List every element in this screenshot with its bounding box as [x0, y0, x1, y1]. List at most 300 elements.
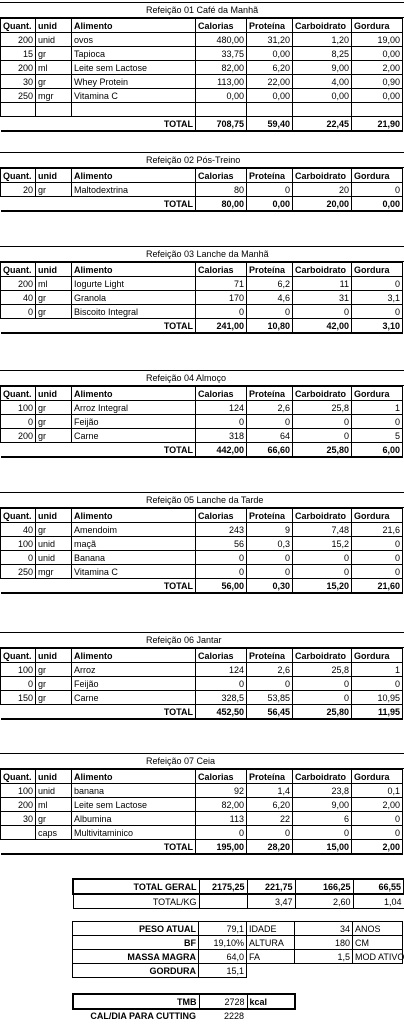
table-cell: 113 [196, 812, 247, 826]
table-row [1, 565, 403, 579]
table-cell: gr [36, 691, 72, 705]
table-cell: 250 [1, 89, 36, 103]
altura-unit: CM [353, 936, 403, 950]
column-header: Quant. [1, 387, 36, 401]
table-cell: 30 [1, 812, 36, 826]
column-header: Carboidrato [293, 770, 352, 784]
table-cell: 1,20 [293, 33, 352, 47]
table-cell: Leite sem Lactose [72, 798, 196, 812]
table-cell: 3,1 [352, 291, 403, 305]
table-cell: 150 [1, 691, 36, 705]
total-label: TOTAL [72, 117, 196, 132]
total-row [1, 117, 403, 132]
total-row [1, 197, 403, 212]
table-cell: 200 [1, 798, 36, 812]
total-value: 25,80 [293, 443, 352, 458]
column-header: Proteína [247, 387, 293, 401]
table-cell: 6,2 [247, 277, 293, 291]
column-header: Calorias [196, 770, 247, 784]
meal-section [0, 370, 404, 458]
total-value: 2,00 [352, 840, 403, 855]
tmb-table [72, 993, 296, 1010]
total-row [1, 579, 403, 594]
table-cell: Iogurte Light [72, 277, 196, 291]
table-header-row [1, 263, 403, 277]
table-cell: Maltodextrina [72, 183, 196, 197]
table-cell: 4,6 [247, 291, 293, 305]
table-row [1, 677, 403, 691]
table-header-row [1, 19, 403, 33]
column-header: unid [36, 509, 72, 523]
total-geral-table [72, 878, 404, 909]
table-cell: Multivitaminico [72, 826, 196, 840]
table-cell: gr [36, 291, 72, 305]
table-cell: 0 [352, 415, 403, 429]
table-cell: 2,00 [352, 798, 403, 812]
table-cell: 1 [352, 401, 403, 415]
total-value: 195,00 [196, 840, 247, 855]
table-cell: 0,00 [247, 89, 293, 103]
table-cell: 92 [196, 784, 247, 798]
table-cell: Carne [72, 429, 196, 443]
column-header: Calorias [196, 509, 247, 523]
table-cell: Granola [72, 291, 196, 305]
table-cell: 8,25 [293, 47, 352, 61]
table-row [1, 183, 403, 197]
table-cell: 100 [1, 401, 36, 415]
total-value: 80,00 [196, 197, 247, 212]
column-header: unid [36, 263, 72, 277]
table-row [1, 401, 403, 415]
table-cell: 200 [1, 429, 36, 443]
table-cell: 9 [247, 523, 293, 537]
total-label: TOTAL [72, 443, 196, 458]
fa-value: 1,5 [295, 950, 353, 964]
table-cell: gr [36, 305, 72, 319]
meal-section [0, 246, 404, 334]
table-cell: 124 [196, 663, 247, 677]
table-cell: 64 [247, 429, 293, 443]
table-cell: 0 [247, 305, 293, 319]
idade-value: 34 [295, 922, 353, 936]
table-cell: 0 [247, 677, 293, 691]
table-cell: unid [36, 537, 72, 551]
cutting-table [72, 1009, 246, 1022]
table-row [1, 784, 403, 798]
table-row [1, 826, 403, 840]
table-cell: 0,3 [247, 537, 293, 551]
table-cell: 0 [352, 537, 403, 551]
table-cell: 0 [352, 677, 403, 691]
total-value: 11,95 [352, 705, 403, 720]
meal-table [0, 386, 403, 458]
total-row [1, 319, 403, 334]
column-header: Alimento [72, 649, 196, 663]
meal-section [0, 492, 404, 594]
table-cell: 22 [247, 812, 293, 826]
empty-cell [36, 117, 72, 132]
column-header: Calorias [196, 169, 247, 183]
table-cell: 0 [293, 305, 352, 319]
meal-title: Refeição 07 Ceia [0, 753, 404, 769]
empty-cell [1, 579, 36, 594]
total-value: 22,45 [293, 117, 352, 132]
table-cell: 200 [1, 61, 36, 75]
table-cell: gr [36, 415, 72, 429]
column-header: Calorias [196, 263, 247, 277]
column-header: unid [36, 649, 72, 663]
empty-cell [36, 443, 72, 458]
total-value: 56,45 [247, 705, 293, 720]
table-cell: Vitamina C [72, 565, 196, 579]
empty-cell [36, 705, 72, 720]
total-label: TOTAL [72, 197, 196, 212]
column-header: Gordura [352, 770, 403, 784]
table-cell: 40 [1, 291, 36, 305]
table-cell [247, 103, 293, 117]
table-cell: 22,00 [247, 75, 293, 89]
column-header: Alimento [72, 263, 196, 277]
table-cell: 15 [1, 47, 36, 61]
column-header: Carboidrato [293, 263, 352, 277]
table-header-row [1, 649, 403, 663]
table-row [1, 523, 403, 537]
column-header: Proteína [247, 169, 293, 183]
total-value: 15,00 [293, 840, 352, 855]
total-value: 25,80 [293, 705, 352, 720]
table-row [1, 415, 403, 429]
meal-table [0, 508, 403, 594]
table-cell: maçã [72, 537, 196, 551]
table-cell: 0 [293, 826, 352, 840]
altura-value: 180 [295, 936, 353, 950]
table-cell: 0,00 [247, 47, 293, 61]
column-header: Quant. [1, 509, 36, 523]
table-cell: 0 [196, 826, 247, 840]
table-cell: 328,5 [196, 691, 247, 705]
total-geral-carboidrato: 166,25 [295, 879, 353, 894]
table-cell: 0 [293, 691, 352, 705]
table-cell [1, 826, 36, 840]
tmb-value: 2728 [199, 994, 247, 1009]
empty-cell [36, 319, 72, 334]
table-cell: 0 [247, 551, 293, 565]
table-row [1, 537, 403, 551]
total-value: 0,00 [247, 197, 293, 212]
column-header: Gordura [352, 169, 403, 183]
table-cell: Amendoim [72, 523, 196, 537]
table-cell: Whey Protein [72, 75, 196, 89]
table-cell: 0,00 [293, 89, 352, 103]
total-kg-label: TOTAL/KG [73, 894, 199, 909]
table-header-row [1, 169, 403, 183]
table-row [1, 277, 403, 291]
column-header: Quant. [1, 169, 36, 183]
total-geral-label: TOTAL GERAL [73, 879, 199, 894]
idade-unit: ANOS [353, 922, 403, 936]
total-value: 10,80 [247, 319, 293, 334]
table-cell: 2,6 [247, 663, 293, 677]
table-cell: 20 [293, 183, 352, 197]
gordura-value: 15,1 [199, 964, 247, 978]
bf-label: BF [73, 936, 199, 950]
table-cell: Carne [72, 691, 196, 705]
table-cell: 1,4 [247, 784, 293, 798]
total-value: 21,90 [352, 117, 403, 132]
column-header: Calorias [196, 387, 247, 401]
table-cell: Albumina [72, 812, 196, 826]
meal-section [0, 632, 404, 720]
gordura-label: GORDURA [73, 964, 199, 978]
table-cell: 0 [1, 415, 36, 429]
column-header: Proteína [247, 770, 293, 784]
table-cell: 0,90 [352, 75, 403, 89]
table-cell: 4,00 [293, 75, 352, 89]
table-header-row [1, 770, 403, 784]
table-cell: gr [36, 47, 72, 61]
meal-table [0, 648, 403, 720]
table-cell [352, 103, 403, 117]
table-cell: 0 [352, 812, 403, 826]
table-cell: 170 [196, 291, 247, 305]
table-cell: 100 [1, 784, 36, 798]
total-value: 20,00 [293, 197, 352, 212]
meal-title: Refeição 02 Pós-Treino [0, 152, 404, 168]
table-cell: 124 [196, 401, 247, 415]
table-cell: 31 [293, 291, 352, 305]
table-cell: ml [36, 798, 72, 812]
table-cell: 7,48 [293, 523, 352, 537]
table-cell: 0 [196, 565, 247, 579]
table-cell: 480,00 [196, 33, 247, 47]
empty-cell [1, 443, 36, 458]
table-cell: 2,6 [247, 401, 293, 415]
table-cell: 243 [196, 523, 247, 537]
idade-label: IDADE [247, 922, 295, 936]
column-header: Carboidrato [293, 509, 352, 523]
table-cell: mgr [36, 565, 72, 579]
column-header: Alimento [72, 770, 196, 784]
column-header: Calorias [196, 649, 247, 663]
table-cell: 9,00 [293, 61, 352, 75]
column-header: Carboidrato [293, 19, 352, 33]
table-cell: 0 [352, 305, 403, 319]
table-cell: 100 [1, 663, 36, 677]
bf-value: 19,10% [199, 936, 247, 950]
total-kg-proteina: 3,47 [247, 894, 295, 909]
table-cell: Tapioca [72, 47, 196, 61]
total-label: TOTAL [72, 705, 196, 720]
table-cell: 0 [352, 551, 403, 565]
total-label: TOTAL [72, 319, 196, 334]
empty-cell [1, 117, 36, 132]
table-cell: 0 [352, 565, 403, 579]
peso-label: PESO ATUAL [73, 922, 199, 936]
table-cell: 15,2 [293, 537, 352, 551]
empty-cell [36, 579, 72, 594]
meal-title: Refeição 05 Lanche da Tarde [0, 492, 404, 508]
table-row [1, 291, 403, 305]
column-header: Carboidrato [293, 649, 352, 663]
table-cell: 6,20 [247, 61, 293, 75]
table-cell: 200 [1, 33, 36, 47]
table-cell: 82,00 [196, 798, 247, 812]
column-header: unid [36, 387, 72, 401]
table-row [1, 691, 403, 705]
table-cell: 100 [1, 537, 36, 551]
table-cell: 0 [352, 183, 403, 197]
table-row [1, 103, 403, 117]
meal-table [0, 262, 403, 334]
table-cell: gr [36, 663, 72, 677]
massa-magra-value: 64,0 [199, 950, 247, 964]
meal-title: Refeição 06 Jantar [0, 632, 404, 648]
fa-unit: MOD ATIVO [353, 950, 403, 964]
table-cell: 318 [196, 429, 247, 443]
empty-cell [1, 319, 36, 334]
table-cell [36, 103, 72, 117]
empty-cell [36, 197, 72, 212]
empty-cell [1, 705, 36, 720]
table-row [1, 89, 403, 103]
meal-section [0, 152, 404, 212]
table-cell: Arroz Integral [72, 401, 196, 415]
column-header: Quant. [1, 263, 36, 277]
total-row [1, 840, 403, 855]
table-cell: 200 [1, 277, 36, 291]
table-cell: gr [36, 183, 72, 197]
table-cell: 53,85 [247, 691, 293, 705]
meal-table [0, 18, 403, 132]
tmb-label: TMB [73, 994, 199, 1009]
column-header: Quant. [1, 649, 36, 663]
massa-magra-label: MASSA MAGRA [73, 950, 199, 964]
column-header: Proteína [247, 509, 293, 523]
table-cell: Feijão [72, 415, 196, 429]
table-cell: 113,00 [196, 75, 247, 89]
total-value: 0,30 [247, 579, 293, 594]
table-cell: 31,20 [247, 33, 293, 47]
table-cell [72, 103, 196, 117]
altura-label: ALTURA [247, 936, 295, 950]
column-header: Quant. [1, 770, 36, 784]
column-header: Gordura [352, 387, 403, 401]
table-row [1, 663, 403, 677]
table-cell: 0 [247, 415, 293, 429]
column-header: unid [36, 169, 72, 183]
table-header-row [1, 387, 403, 401]
table-cell: 0 [352, 826, 403, 840]
table-cell: gr [36, 677, 72, 691]
meal-title: Refeição 04 Almoço [0, 370, 404, 386]
total-kg-carboidrato: 2,60 [295, 894, 353, 909]
total-value: 442,00 [196, 443, 247, 458]
table-cell: 19,00 [352, 33, 403, 47]
table-row [1, 798, 403, 812]
total-row [1, 705, 403, 720]
table-cell: 0 [196, 305, 247, 319]
table-cell: 0 [196, 677, 247, 691]
table-cell: 0 [293, 677, 352, 691]
table-cell: 0 [1, 305, 36, 319]
table-cell: 0 [247, 183, 293, 197]
table-cell: 71 [196, 277, 247, 291]
column-header: Gordura [352, 509, 403, 523]
cutting-value: 2228 [223, 1010, 244, 1021]
table-cell: Biscoito Integral [72, 305, 196, 319]
table-cell: 1 [352, 663, 403, 677]
table-cell: ml [36, 277, 72, 291]
column-header: Carboidrato [293, 169, 352, 183]
total-label: TOTAL [72, 840, 196, 855]
table-cell: 33,75 [196, 47, 247, 61]
body-stats-table [72, 921, 403, 978]
table-cell: 40 [1, 523, 36, 537]
total-value: 241,00 [196, 319, 247, 334]
table-cell: ovos [72, 33, 196, 47]
table-cell: 6 [293, 812, 352, 826]
table-cell: 0,00 [352, 47, 403, 61]
table-cell: 250 [1, 565, 36, 579]
meal-section [0, 2, 404, 132]
table-cell: 0 [293, 551, 352, 565]
total-value: 59,40 [247, 117, 293, 132]
total-value: 28,20 [247, 840, 293, 855]
table-cell: 0 [196, 415, 247, 429]
table-cell: 0 [293, 429, 352, 443]
total-value: 3,10 [352, 319, 403, 334]
table-cell: ml [36, 61, 72, 75]
table-row [1, 33, 403, 47]
total-value: 6,00 [352, 443, 403, 458]
table-cell: unid [36, 784, 72, 798]
table-cell: 0 [1, 677, 36, 691]
table-cell: 11 [293, 277, 352, 291]
total-row [1, 443, 403, 458]
table-cell: 0,1 [352, 784, 403, 798]
total-kg-gordura: 1,04 [353, 894, 404, 909]
table-cell: Banana [72, 551, 196, 565]
table-cell [1, 103, 36, 117]
table-cell: 9,00 [293, 798, 352, 812]
total-value: 452,50 [196, 705, 247, 720]
tmb-unit: kcal [247, 994, 295, 1009]
meal-title: Refeição 01 Café da Manhã [0, 2, 404, 18]
meal-section [0, 753, 404, 855]
table-cell: gr [36, 523, 72, 537]
total-kg-calorias [199, 894, 247, 909]
meal-title: Refeição 03 Lanche da Manhã [0, 246, 404, 262]
table-cell: 0 [1, 551, 36, 565]
total-geral-gordura: 66,55 [353, 879, 404, 894]
table-cell [196, 103, 247, 117]
table-cell: Vitamina C [72, 89, 196, 103]
total-geral-calorias: 2175,25 [199, 879, 247, 894]
table-cell: 6,20 [247, 798, 293, 812]
column-header: Gordura [352, 19, 403, 33]
total-label: TOTAL [72, 579, 196, 594]
table-cell: 23,8 [293, 784, 352, 798]
column-header: Alimento [72, 387, 196, 401]
table-cell: 0 [293, 565, 352, 579]
table-cell: unid [36, 33, 72, 47]
empty-cell [1, 840, 36, 855]
table-cell: 0 [293, 415, 352, 429]
column-header: Alimento [72, 509, 196, 523]
column-header: Calorias [196, 19, 247, 33]
table-row [1, 305, 403, 319]
table-cell: 0,00 [352, 89, 403, 103]
